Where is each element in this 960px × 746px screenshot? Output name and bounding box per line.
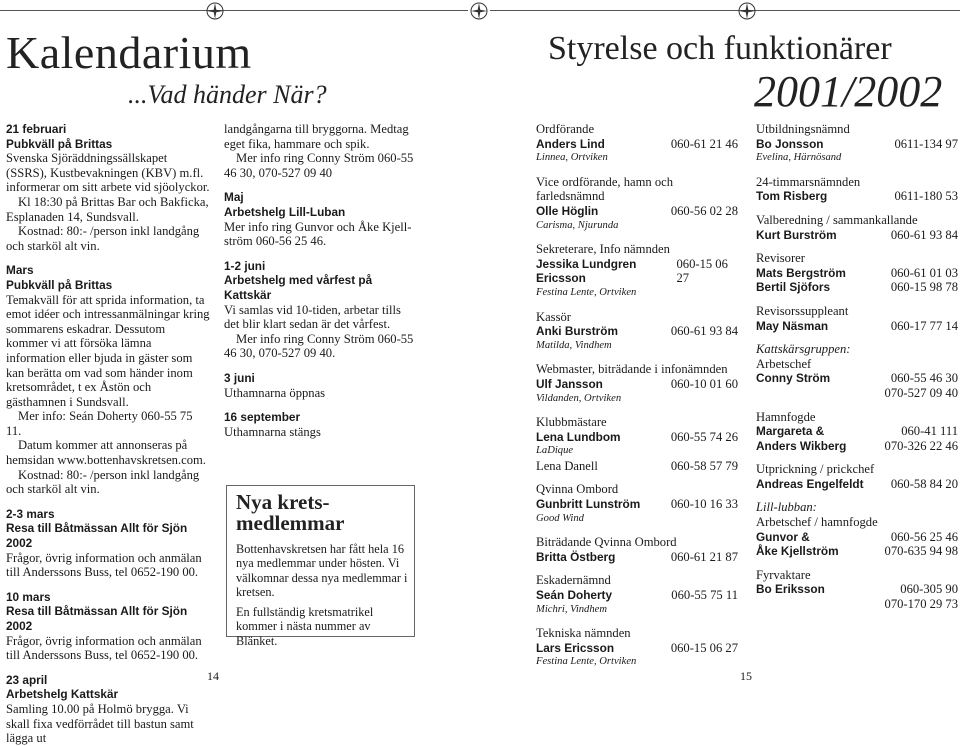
boat-location: Matilda, Vindhem bbox=[536, 339, 612, 351]
page-title-styrelse: Styrelse och funktionärer bbox=[548, 30, 892, 67]
board-role: Kassör bbox=[536, 309, 571, 324]
event-text: Kostnad: 80:- /person inkl landgång och starköl alt vin. bbox=[6, 467, 200, 497]
page-year: 2001/2002 bbox=[754, 67, 943, 116]
board-entry bbox=[756, 410, 958, 454]
event-heading: 23 april bbox=[6, 672, 48, 687]
contact-row bbox=[756, 544, 958, 559]
event-heading: 10 mars bbox=[6, 589, 51, 604]
board-role: Tekniska nämnden bbox=[536, 626, 631, 641]
board-column-left bbox=[536, 122, 738, 679]
contact-name: Tom Risberg bbox=[756, 189, 828, 204]
contact-name: Bo Jonsson bbox=[756, 136, 824, 151]
page-number-right: 15 bbox=[740, 669, 752, 683]
board-entry bbox=[756, 304, 958, 333]
contact-row bbox=[756, 477, 958, 492]
event-text: Mer info ring Conny Ström 060-55 46 30, 070-527 09 40. bbox=[224, 331, 414, 361]
board-role: Fyrvaktare bbox=[756, 567, 811, 582]
contact-row bbox=[536, 641, 738, 656]
event-text: Temakväll för att sprida information, ta emot idéer och intressanmälningar kring sommarens eskadrar. Dessutom kommer vi att försöka lämna information eller bjuda in gäster som kan berätta om vad som händer inom kretsområdet, t ex Åstön och gästhamnen i Sundsvall. bbox=[6, 292, 210, 409]
board-entry bbox=[536, 310, 738, 354]
event-heading: Arbetshelg med vårfest på Kattskär bbox=[224, 273, 373, 302]
contact-name: Gunvor & bbox=[756, 529, 810, 544]
contact-phone: 060-61 01 03 bbox=[890, 265, 958, 280]
contact-row bbox=[536, 257, 738, 286]
contact-phone: 060-58 84 20 bbox=[890, 476, 958, 491]
boat-location: Michri, Vindhem bbox=[536, 603, 608, 615]
spacer bbox=[224, 180, 414, 190]
top-rule-left bbox=[0, 10, 468, 11]
event-text: Vi samlas vid 10-tiden, arbetar tills det blir klart sedan är det vårfest. bbox=[224, 302, 401, 332]
event-text: Mer info ring Conny Ström 060-55 46 30, 070-527 09 40 bbox=[224, 151, 414, 180]
news-box-body bbox=[236, 542, 408, 648]
spacer bbox=[6, 497, 210, 507]
boat-location: Festina Lente, Ortviken bbox=[536, 286, 637, 298]
board-entry bbox=[536, 175, 738, 233]
contact-name: Kurt Burström bbox=[756, 227, 837, 242]
contact-row bbox=[756, 319, 958, 334]
contact-phone: 060-61 21 87 bbox=[670, 549, 738, 564]
contact-row bbox=[536, 204, 738, 219]
contact-phone: 060-15 98 78 bbox=[890, 280, 958, 295]
event-text: Samling 10.00 på Holmö brygga. Vi skall fixa vedförrådet till bastun samt lägga ut bbox=[6, 701, 194, 746]
board-role: Webmaster, biträdande i infonämnden bbox=[536, 362, 728, 377]
contact-row bbox=[756, 266, 958, 281]
event-text: landgångarna till bryggorna. Medtag eget fika, hammare och spik. bbox=[224, 122, 409, 151]
contact-phone: 060-56 02 28 bbox=[670, 203, 738, 218]
contact-name: Jessika Lundgren Ericsson bbox=[536, 256, 637, 286]
contact-name: Bo Eriksson bbox=[756, 582, 825, 597]
contact-name: Lena Lundbom bbox=[536, 429, 621, 444]
board-role: Biträdande Qvinna Ombord bbox=[536, 535, 677, 550]
contact-phone: 070-326 22 46 bbox=[884, 438, 958, 453]
event-text: Datum kommer att annonseras på hemsidan www.bottenhavskretsen.com. bbox=[6, 438, 206, 468]
contact-row bbox=[756, 386, 958, 401]
board-role: Utbildningsnämnd bbox=[756, 122, 850, 136]
contact-row bbox=[536, 588, 738, 603]
board-role: Utprickning / prickchef bbox=[756, 462, 875, 477]
contact-name: Olle Höglin bbox=[536, 203, 599, 218]
spacer bbox=[224, 400, 414, 410]
contact-phone: 070-527 09 40 bbox=[884, 385, 958, 400]
board-subrole: Arbetschef / hamnfogde bbox=[756, 515, 878, 530]
event-heading: Mars bbox=[6, 263, 34, 278]
compass-rose-icon bbox=[206, 2, 224, 20]
board-role: Revisorer bbox=[756, 251, 805, 266]
board-role: Vice ordförande, hamn och farledsnämnd bbox=[536, 174, 674, 204]
news-box-paragraph: En fullständig kretsmatrikel kommer i nästa nummer av Blänket. bbox=[236, 605, 374, 648]
contact-phone: 060-41 111 bbox=[901, 424, 958, 439]
contact-name: Bertil Sjöfors bbox=[756, 280, 831, 295]
event-text: Uthamnarna öppnas bbox=[224, 385, 326, 400]
event-heading: 16 september bbox=[224, 410, 301, 425]
contact-name: Anders Wikberg bbox=[756, 438, 847, 453]
event-text: Uthamnarna stängs bbox=[224, 424, 321, 439]
top-rule-right bbox=[490, 10, 960, 11]
contact-phone: 060-10 01 60 bbox=[670, 376, 738, 391]
boat-location: Linnea, Ortviken bbox=[536, 152, 608, 164]
contact-name: Andreas Engelfeldt bbox=[756, 476, 864, 491]
event-heading: 3 juni bbox=[224, 370, 255, 385]
calendar-column-left bbox=[6, 122, 210, 746]
contact-row bbox=[756, 280, 958, 295]
spacer bbox=[6, 253, 210, 263]
event-heading: Pubkväll på Brittas bbox=[6, 277, 113, 292]
contact-name: Anki Burström bbox=[536, 324, 618, 339]
contact-phone: 060-55 75 11 bbox=[671, 588, 738, 603]
event-text: Mer info: Seán Doherty 060-55 75 11. bbox=[6, 409, 193, 438]
board-entry bbox=[536, 482, 738, 526]
contact-phone: 060-17 77 14 bbox=[890, 318, 958, 333]
contact-row bbox=[756, 137, 958, 152]
event-text: Kl 18:30 på Brittas Bar och Bakficka, Esplanaden 14, Sundsvall. bbox=[6, 194, 209, 224]
contact-phone: 060-55 74 26 bbox=[670, 429, 738, 444]
page-number-left: 14 bbox=[207, 669, 219, 683]
compass-rose-icon bbox=[470, 2, 488, 20]
contact-row bbox=[756, 530, 958, 545]
contact-phone: 0611-180 53 bbox=[894, 189, 958, 204]
event-heading: Resa till Båtmässan Allt för Sjön 2002 bbox=[6, 521, 188, 551]
board-entry bbox=[536, 535, 738, 564]
boat-location: LaDique bbox=[536, 445, 574, 457]
contact-phone: 060-55 46 30 bbox=[890, 371, 958, 386]
calendar-column-middle bbox=[224, 122, 414, 439]
contact-phone: 060-15 06 27 bbox=[670, 640, 738, 655]
board-role: Kattskärsgruppen: bbox=[756, 342, 851, 357]
contact-row bbox=[756, 582, 958, 597]
event-heading: Arbetshelg Lill-Luban bbox=[224, 204, 346, 219]
contact-name: Åke Kjellström bbox=[756, 544, 839, 559]
event-text: Frågor, övrig information och anmälan till Anderssons Buss, tel 0652-190 00. bbox=[6, 550, 202, 580]
board-role: Klubbmästare bbox=[536, 415, 607, 430]
boat-location: Evelina, Härnösand bbox=[756, 152, 842, 164]
event-heading: 1-2 juni bbox=[224, 258, 266, 273]
contact-phone: 060-10 16 33 bbox=[670, 497, 738, 512]
contact-row bbox=[536, 137, 738, 152]
contact-name: Gunbritt Lunström bbox=[536, 497, 641, 512]
page-subtitle: ...Vad händer När? bbox=[128, 80, 327, 109]
contact-row bbox=[536, 550, 738, 565]
compass-rose-icon bbox=[738, 2, 756, 20]
board-entry bbox=[756, 122, 958, 166]
spacer bbox=[6, 580, 210, 590]
contact-row bbox=[756, 597, 958, 612]
event-heading: Arbetshelg Kattskär bbox=[6, 687, 119, 702]
event-text: Frågor, övrig information och anmälan till Anderssons Buss, tel 0652-190 00. bbox=[6, 633, 202, 663]
event-heading: 21 februari bbox=[6, 122, 67, 136]
board-entry bbox=[536, 242, 738, 300]
board-entry bbox=[756, 175, 958, 204]
board-entry bbox=[756, 568, 958, 612]
board-role: Ordförande bbox=[536, 122, 595, 136]
board-entry bbox=[536, 626, 738, 670]
contact-name: Lars Ericsson bbox=[536, 640, 615, 655]
board-role: Sekreterare, Info nämnden bbox=[536, 242, 670, 257]
board-entry bbox=[536, 362, 738, 406]
contact-phone: 060-15 06 27 bbox=[676, 256, 728, 286]
contact-phone: 070-635 94 98 bbox=[884, 544, 958, 559]
board-entry bbox=[756, 251, 958, 295]
contact-phone: 060-56 25 46 bbox=[890, 529, 958, 544]
contact-phone: 060-61 93 84 bbox=[890, 227, 958, 242]
contact-name: May Näsman bbox=[756, 318, 829, 333]
contact-name: Seán Doherty bbox=[536, 588, 613, 603]
event-heading: Pubkväll på Brittas bbox=[6, 136, 113, 151]
event-heading: Maj bbox=[224, 190, 244, 205]
boat-location: Festina Lente, Ortviken bbox=[536, 656, 637, 668]
contact-row bbox=[756, 424, 958, 439]
contact-phone: 070-170 29 73 bbox=[884, 597, 958, 612]
contact-row bbox=[536, 377, 738, 392]
contact-phone: 060-61 21 46 bbox=[670, 136, 738, 151]
contact-row bbox=[756, 228, 958, 243]
contact-name: Ulf Jansson bbox=[536, 376, 603, 391]
contact-row bbox=[756, 189, 958, 204]
contact-row bbox=[536, 459, 738, 474]
boat-location: Vildanden, Ortviken bbox=[536, 392, 622, 404]
contact-row bbox=[756, 371, 958, 386]
board-entry bbox=[756, 213, 958, 242]
contact-row bbox=[536, 430, 738, 445]
board-entry bbox=[536, 573, 738, 617]
event-heading: 2-3 mars bbox=[6, 506, 55, 521]
board-column-right bbox=[756, 122, 958, 621]
board-role: 24-timmarsnämnden bbox=[756, 174, 861, 189]
news-box-paragraph: Bottenhavskretsen har fått hela 16 nya medlemmar under hösten. Vi välkomnar dessa nya medlemmar i kretsen. bbox=[236, 542, 408, 599]
contact-name: Margareta & bbox=[756, 424, 825, 439]
event-heading: Resa till Båtmässan Allt för Sjön 2002 bbox=[6, 604, 188, 633]
contact-phone: 060-58 57 79 bbox=[670, 458, 738, 473]
contact-name: Britta Östberg bbox=[536, 549, 616, 564]
news-box-title: Nya krets- medlemmar bbox=[236, 490, 345, 535]
contact-name: Conny Ström bbox=[756, 371, 831, 386]
board-role: Eskadernämnd bbox=[536, 573, 611, 588]
contact-phone: 060-305 90 bbox=[900, 582, 958, 597]
event-text: Svenska Sjöräddningssällskapet (SSRS), Kustbevakningen (KBV) m.fl. informerar om sitt arbete vid sjöolyckor. bbox=[6, 151, 210, 195]
board-entry bbox=[536, 415, 738, 473]
contact-name: Anders Lind bbox=[536, 136, 605, 151]
board-subrole: Arbetschef bbox=[756, 356, 812, 371]
contact-row bbox=[536, 324, 738, 339]
spacer bbox=[224, 249, 414, 259]
board-entry bbox=[756, 500, 958, 558]
page-title-kalendarium: Kalendarium bbox=[6, 27, 252, 78]
spacer bbox=[6, 663, 210, 673]
board-role: Hamnfogde bbox=[756, 409, 816, 424]
contact-name: Mats Bergström bbox=[756, 265, 846, 280]
event-text: Kostnad: 80:- /person inkl landgång och starköl alt vin. bbox=[6, 224, 200, 253]
board-role: Lill-lubban: bbox=[756, 500, 817, 515]
contact-name: Lena Danell bbox=[536, 458, 598, 473]
board-role: Valberedning / sammankallande bbox=[756, 212, 918, 227]
contact-row bbox=[756, 439, 958, 454]
board-entry bbox=[756, 462, 958, 491]
board-entry bbox=[536, 122, 738, 166]
board-entry bbox=[756, 342, 958, 400]
contact-row bbox=[536, 497, 738, 512]
board-role: Qvinna Ombord bbox=[536, 482, 619, 497]
boat-location: Carisma, Njurunda bbox=[536, 219, 619, 231]
board-role: Revisorssuppleant bbox=[756, 303, 849, 318]
spacer bbox=[224, 361, 414, 371]
contact-phone: 0611-134 97 bbox=[894, 136, 958, 151]
contact-phone: 060-61 93 84 bbox=[670, 324, 738, 339]
event-text: Mer info ring Gunvor och Åke Kjell-ström 060-56 25 46. bbox=[224, 219, 412, 249]
boat-location: Good Wind bbox=[536, 512, 584, 524]
